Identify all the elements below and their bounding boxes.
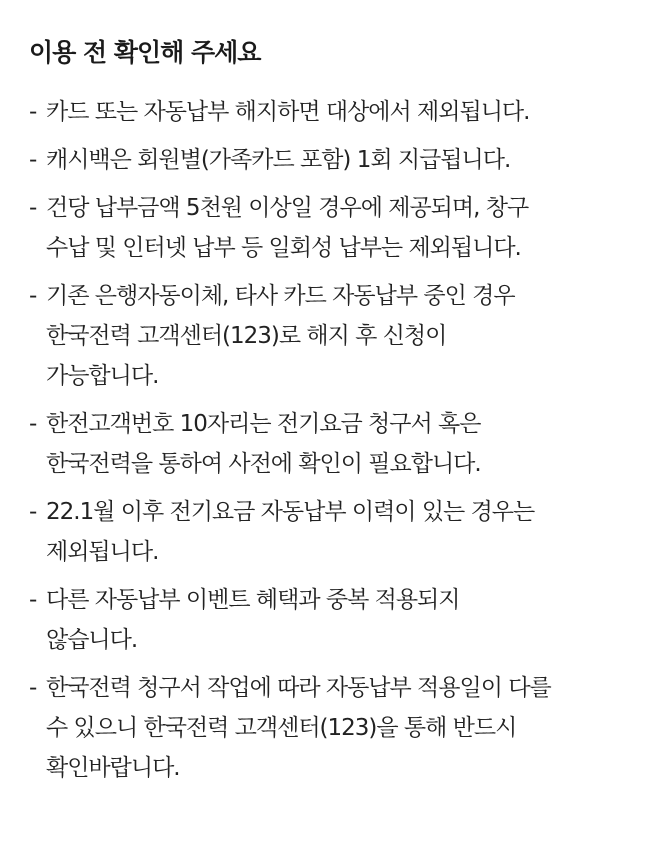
- bullet-dash: -: [29, 587, 37, 613]
- list-item-line: 한국전력 청구서 작업에 따라 자동납부 적용일이 다를: [46, 675, 551, 701]
- list-item-line: 다른 자동납부 이벤트 혜택과 중복 적용되지: [46, 587, 460, 613]
- list-item: [29, 404, 624, 484]
- list-item-line: 한국전력을 통하여 사전에 확인이 필요합니다.: [46, 451, 481, 477]
- list-item: [29, 140, 624, 180]
- list-item-line: 한전고객번호 10자리는 전기요금 청구서 혹은: [46, 411, 481, 437]
- bullet-dash: -: [29, 499, 37, 525]
- list-item-line: 한국전력 고객센터(123)로 해지 후 신청이: [46, 323, 447, 349]
- list-item: [29, 492, 624, 572]
- bullet-dash: -: [29, 283, 37, 309]
- notice-title: 이용 전 확인해 주세요: [29, 38, 261, 67]
- list-item: [29, 580, 624, 660]
- list-item-line: 기존 은행자동이체, 타사 카드 자동납부 중인 경우: [46, 283, 515, 309]
- list-item-line: 않습니다.: [46, 627, 138, 653]
- notice-list: [29, 92, 624, 788]
- list-item-line: 확인바랍니다.: [46, 755, 180, 781]
- list-item-line: 22.1월 이후 전기요금 자동납부 이력이 있는 경우는: [46, 499, 535, 525]
- bullet-dash: -: [29, 411, 37, 437]
- list-item-line: 캐시백은 회원별(가족카드 포함) 1회 지급됩니다.: [46, 147, 511, 173]
- bullet-dash: -: [29, 99, 37, 125]
- list-item-line: 건당 납부금액 5천원 이상일 경우에 제공되며, 창구: [46, 195, 529, 221]
- list-item-line: 제외됩니다.: [46, 539, 159, 565]
- bullet-dash: -: [29, 675, 37, 701]
- list-item-line: 수 있으니 한국전력 고객센터(123)을 통해 반드시: [46, 715, 517, 741]
- list-item: [29, 276, 624, 396]
- list-item: [29, 188, 624, 268]
- bullet-dash: -: [29, 147, 37, 173]
- bullet-dash: -: [29, 195, 37, 221]
- list-item: [29, 668, 624, 788]
- list-item-line: 가능합니다.: [46, 363, 159, 389]
- list-item-line: 카드 또는 자동납부 해지하면 대상에서 제외됩니다.: [46, 99, 530, 125]
- list-item: [29, 92, 624, 132]
- list-item-line: 수납 및 인터넷 납부 등 일회성 납부는 제외됩니다.: [46, 235, 521, 261]
